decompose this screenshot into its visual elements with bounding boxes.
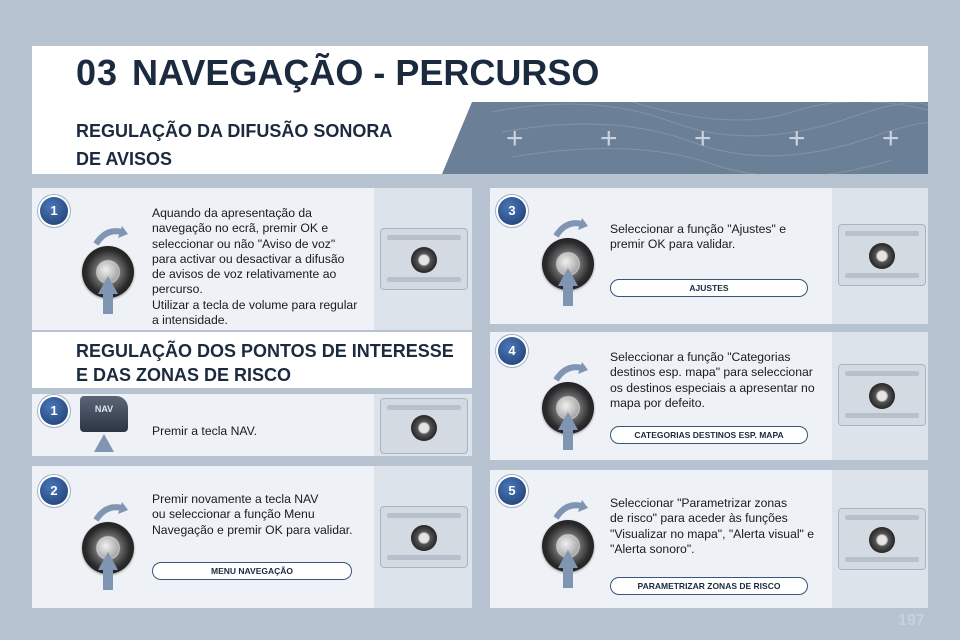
step-text: Aquando da apresentação da navegação no ecrã, premir OK e seleccionar ou não "Aviso de voz" para activar ou desactivar a difusão de avisos de voz relativamente ao percurso. Utilizar a tecla de volume para regular a intensidade. — [152, 206, 358, 328]
radio-unit-icon — [838, 224, 926, 286]
step-number-badge: 2 — [40, 477, 68, 505]
step-number-badge: 5 — [498, 477, 526, 505]
nav-key-icon — [80, 396, 128, 432]
radio-unit-icon — [838, 364, 926, 426]
rotary-knob-icon — [542, 500, 594, 590]
menu-option-pill: AJUSTES — [610, 279, 808, 297]
section1-title-line2: DE AVISOS — [76, 149, 173, 169]
menu-option-pill: CATEGORIAS DESTINOS ESP. MAPA — [610, 426, 808, 444]
menu-option-pill: PARAMETRIZAR ZONAS DE RISCO — [610, 577, 808, 595]
page-number: 197 — [898, 612, 925, 629]
step-number-badge: 1 — [40, 397, 68, 425]
plus-mark-icon: + — [882, 122, 900, 155]
section2-title-line1: REGULAÇÃO DOS PONTOS DE INTERESSE — [76, 341, 454, 361]
page-title: NAVEGAÇÃO - PERCURSO — [132, 52, 600, 93]
plus-mark-icon: + — [788, 122, 806, 155]
step-text: Premir novamente a tecla NAV ou seleccionar a função Menu Navegação e premir OK para validar. — [152, 492, 353, 537]
section1-title-line1: REGULAÇÃO DA DIFUSÃO SONORA — [76, 121, 393, 141]
rotary-knob-icon — [82, 226, 134, 316]
radio-unit-icon — [380, 506, 468, 568]
rotary-knob-icon — [82, 502, 134, 592]
step-number-badge: 4 — [498, 337, 526, 365]
section2-title — [76, 339, 454, 387]
plus-mark-icon: + — [600, 122, 618, 155]
menu-option-pill: MENU NAVEGAÇÃO — [152, 562, 352, 580]
radio-unit-icon — [380, 228, 468, 290]
chapter-number: 03 — [76, 52, 119, 93]
step-text: Seleccionar a função "Ajustes" e premir OK para validar. — [610, 222, 786, 252]
step-text: Premir a tecla NAV. — [152, 424, 257, 438]
arrow-icon — [94, 434, 114, 452]
plus-mark-icon: + — [694, 122, 712, 155]
section2-title-line2: E DAS ZONAS DE RISCO — [76, 365, 292, 385]
radio-unit-icon — [838, 508, 926, 570]
step-text: Seleccionar a função "Categorias destinos esp. mapa" para seleccionar os destinos especiais a apresentar no mapa por defeito. — [610, 350, 815, 410]
plus-mark-icon: + — [506, 122, 524, 155]
step-number-badge: 1 — [40, 197, 68, 225]
section1-title — [76, 117, 392, 173]
nav-key-label: NAV — [94, 404, 114, 414]
step-text: Seleccionar "Parametrizar zonas de risco" para aceder às funções "Visualizar no mapa", "Alerta visual" e "Alerta sonoro". — [610, 496, 815, 556]
rotary-knob-icon — [542, 218, 594, 308]
rotary-knob-icon — [542, 362, 594, 452]
step-number-badge: 3 — [498, 197, 526, 225]
radio-unit-icon — [380, 398, 468, 454]
